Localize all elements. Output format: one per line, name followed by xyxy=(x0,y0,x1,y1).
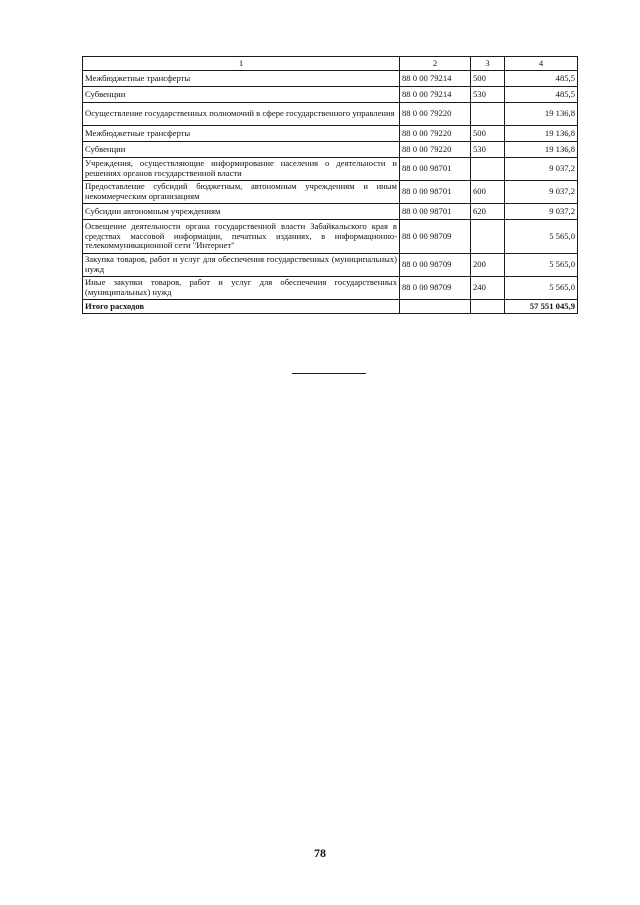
row-name: Иные закупки товаров, работ и услуг для обеспечения государственных (муниципальных) нужд xyxy=(83,277,400,300)
column-header-3: 3 xyxy=(471,57,505,71)
row-code: 88 0 00 98709 xyxy=(400,254,471,277)
row-code: 88 0 00 79214 xyxy=(400,87,471,103)
table-row xyxy=(83,87,578,103)
row-name: Субсидии автономным учреждениям xyxy=(83,204,400,220)
row-expense-type xyxy=(471,220,505,254)
total-empty-cell xyxy=(400,300,471,314)
row-name: Осуществление государственных полномочий в сфере государственного управления xyxy=(83,103,400,126)
table-row xyxy=(83,254,578,277)
row-name: Предоставление субсидий бюджетным, автономным учреждениям и иным некоммерческим организациям xyxy=(83,181,400,204)
total-label: Итого расходов xyxy=(83,300,400,314)
total-empty-cell xyxy=(471,300,505,314)
row-expense-type: 240 xyxy=(471,277,505,300)
row-amount: 485,5 xyxy=(505,87,578,103)
row-name: Учреждения, осуществляющие информирование населения о деятельности и решениях органов государственной власти xyxy=(83,158,400,181)
total-row xyxy=(83,300,578,314)
row-code: 88 0 00 98701 xyxy=(400,181,471,204)
total-amount: 57 551 045,9 xyxy=(505,300,578,314)
table-row xyxy=(83,181,578,204)
budget-table xyxy=(82,56,578,314)
row-code: 88 0 00 98709 xyxy=(400,220,471,254)
row-amount: 9 037,2 xyxy=(505,158,578,181)
row-name: Освещение деятельности органа государственной власти Забайкальского края в средствах массовой информации, печатных изданиях, в информационно-телекоммуникационной сети "Интернет" xyxy=(83,220,400,254)
row-name: Межбюджетные трансферты xyxy=(83,71,400,87)
row-amount: 19 136,8 xyxy=(505,126,578,142)
table-row xyxy=(83,142,578,158)
row-expense-type: 500 xyxy=(471,126,505,142)
row-expense-type: 500 xyxy=(471,71,505,87)
row-expense-type: 530 xyxy=(471,142,505,158)
row-name: Субвенции xyxy=(83,142,400,158)
table-row xyxy=(83,103,578,126)
row-code: 88 0 00 98701 xyxy=(400,204,471,220)
column-header-2: 2 xyxy=(400,57,471,71)
row-amount: 5 565,0 xyxy=(505,220,578,254)
row-expense-type xyxy=(471,103,505,126)
table-row xyxy=(83,204,578,220)
row-expense-type: 620 xyxy=(471,204,505,220)
page-number: 78 xyxy=(314,846,326,860)
table-row xyxy=(83,277,578,300)
row-expense-type xyxy=(471,158,505,181)
row-amount: 9 037,2 xyxy=(505,181,578,204)
row-amount: 485,5 xyxy=(505,71,578,87)
table-row xyxy=(83,126,578,142)
row-amount: 9 037,2 xyxy=(505,204,578,220)
table-header-row xyxy=(83,57,578,71)
row-amount: 19 136,8 xyxy=(505,142,578,158)
column-header-1: 1 xyxy=(83,57,400,71)
row-name: Субвенции xyxy=(83,87,400,103)
row-amount: 5 565,0 xyxy=(505,277,578,300)
row-code: 88 0 00 98701 xyxy=(400,158,471,181)
row-code: 88 0 00 79220 xyxy=(400,142,471,158)
end-divider xyxy=(292,373,366,374)
row-code: 88 0 00 79214 xyxy=(400,71,471,87)
row-code: 88 0 00 79220 xyxy=(400,126,471,142)
row-expense-type: 600 xyxy=(471,181,505,204)
column-header-4: 4 xyxy=(505,57,578,71)
row-amount: 5 565,0 xyxy=(505,254,578,277)
row-expense-type: 530 xyxy=(471,87,505,103)
table-row xyxy=(83,71,578,87)
row-code: 88 0 00 98709 xyxy=(400,277,471,300)
row-name: Закупка товаров, работ и услуг для обеспечения государственных (муниципальных) нужд xyxy=(83,254,400,277)
row-name: Межбюджетные трансферты xyxy=(83,126,400,142)
table-row xyxy=(83,158,578,181)
row-code: 88 0 00 79220 xyxy=(400,103,471,126)
table-row xyxy=(83,220,578,254)
row-amount: 19 136,8 xyxy=(505,103,578,126)
row-expense-type: 200 xyxy=(471,254,505,277)
